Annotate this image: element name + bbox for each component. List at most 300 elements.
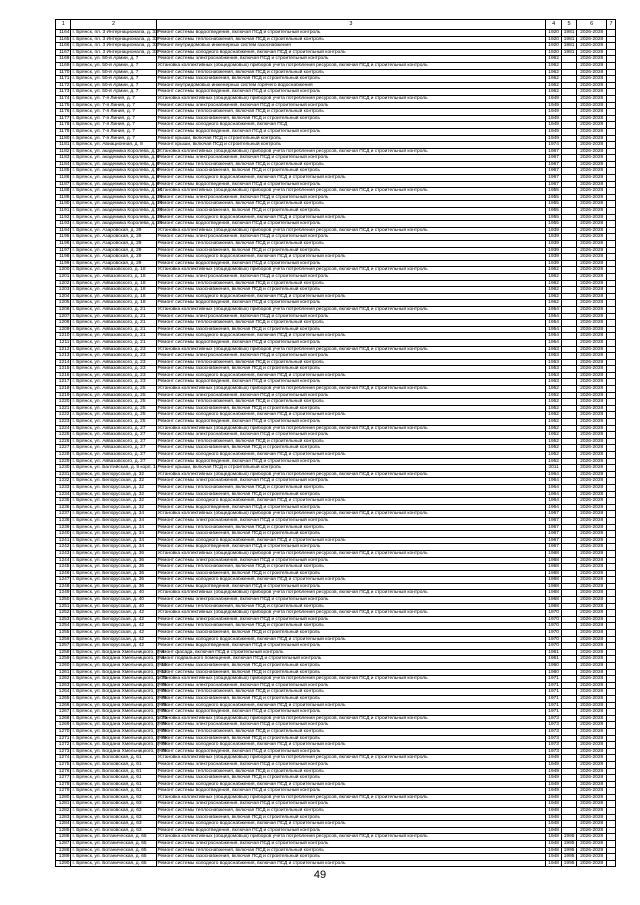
cell-extra — [607, 82, 616, 89]
cell-overhaul-year — [561, 682, 576, 689]
cell-build-year: 1948 — [546, 834, 561, 841]
cell-period: 2026-2028 — [577, 663, 607, 670]
cell-build-year: 1949 — [546, 775, 561, 782]
cell-overhaul-year — [561, 419, 576, 426]
cell-period: 2026-2028 — [577, 656, 607, 663]
cell-overhaul-year — [561, 379, 576, 386]
cell-overhaul-year — [561, 392, 576, 399]
table-row — [56, 293, 616, 300]
table-row — [56, 669, 616, 676]
cell-overhaul-year — [561, 181, 576, 188]
cell-extra — [607, 623, 616, 630]
cell-build-year: 1962 — [546, 76, 561, 83]
cell-number: 1218 — [56, 386, 71, 393]
cell-build-year: 1967 — [546, 531, 561, 538]
cell-number: 1241 — [56, 537, 71, 544]
cell-overhaul-year — [561, 768, 576, 775]
cell-build-year: 1968 — [546, 583, 561, 590]
cell-overhaul-year — [561, 643, 576, 650]
table-row — [56, 722, 616, 729]
cell-address: г. Брянск, ул. Айвазовского, д. 21 — [71, 339, 156, 346]
cell-address: г. Брянск, ул. Белорусская, д. 34 — [71, 544, 156, 551]
cell-extra — [607, 208, 616, 215]
cell-address: г. Брянск, ул. Ботаническая, д. 65 — [71, 834, 156, 841]
cell-extra — [607, 537, 616, 544]
cell-address: г. Брянск, ул. Белорусская, д. 32 — [71, 504, 156, 511]
cell-build-year: 1954 — [546, 339, 561, 346]
cell-work-type: Ремонт системы электроснабжения, включая ПСД и строительный контроль — [156, 801, 546, 808]
cell-extra — [607, 115, 616, 122]
cell-build-year: 1952 — [546, 458, 561, 465]
cell-extra — [607, 102, 616, 109]
cell-overhaul-year — [561, 669, 576, 676]
cell-extra — [607, 630, 616, 637]
cell-build-year: 1948 — [546, 814, 561, 821]
cell-period: 2026-2028 — [577, 590, 607, 597]
cell-extra — [607, 590, 616, 597]
cell-overhaul-year — [561, 313, 576, 320]
cell-address: г. Брянск, ул. Авиационная, д. 8 — [71, 142, 156, 149]
cell-work-type: Ремонт системы электроснабжения, включая ПСД и строительный контроль — [156, 392, 546, 399]
cell-work-type: Ремонт системы холодного водоснабжения, включая ПСД и строительный контроль — [156, 577, 546, 584]
cell-address: г. Брянск, ул. Болховская, д. 63 — [71, 808, 156, 815]
cell-build-year: 1953 — [546, 346, 561, 353]
cell-build-year: 1948 — [546, 794, 561, 801]
cell-extra — [607, 122, 616, 129]
table-row — [56, 148, 616, 155]
cell-extra — [607, 728, 616, 735]
cell-address: г. Брянск, ул. Белорусская, д. 36 — [71, 583, 156, 590]
cell-build-year: 1970 — [546, 610, 561, 617]
cell-number: 1212 — [56, 346, 71, 353]
cell-overhaul-year — [561, 590, 576, 597]
table-row — [56, 801, 616, 808]
cell-overhaul-year — [561, 775, 576, 782]
cell-address: г. Брянск, ул. Айвазовского, д. 21 — [71, 306, 156, 313]
table-row — [56, 636, 616, 643]
cell-address: г. Брянск, ул. Болховская, д. 61 — [71, 768, 156, 775]
cell-overhaul-year — [561, 102, 576, 109]
cell-work-type: Ремонт системы холодного водоснабжения, включая ПСД и строительный контроль — [156, 293, 546, 300]
cell-address: г. Брянск, ул. академика Королева, д. 14 — [72, 221, 163, 227]
cell-extra — [607, 511, 616, 518]
cell-overhaul-year: 1995 — [561, 841, 576, 848]
cell-address: г. Брянск, ул. Айвазовского, д. 23 — [71, 353, 156, 360]
cell-period: 2026-2028 — [577, 260, 607, 267]
cell-overhaul-year — [561, 597, 576, 604]
cell-overhaul-year — [561, 735, 576, 742]
cell-extra — [607, 834, 616, 841]
cell-build-year: 1973 — [546, 742, 561, 749]
header-col-address: 2 — [71, 20, 156, 30]
cell-address: г. Брянск, ул. Белорусская, д. 40 — [71, 603, 156, 610]
cell-period: 2026-2028 — [577, 768, 607, 775]
cell-address: г. Брянск, ул. Азаровская, д. 29 — [71, 254, 156, 261]
cell-build-year: 1961 — [546, 649, 561, 656]
cell-extra — [607, 155, 616, 162]
cell-number: 1168 — [56, 56, 71, 63]
cell-address: г. Брянск, ул. 7-я Линия, д. 7 — [71, 102, 156, 109]
table-row — [56, 676, 616, 683]
cell-work-type: Установка коллективных (общедомовых) приборов учета потребления ресурсов, включая ПСД и строительный контроль — [156, 471, 546, 478]
cell-work-type: Ремонт системы водоотведения, включая ПСД и строительный контроль — [156, 339, 546, 346]
cell-overhaul-year — [561, 425, 576, 432]
cell-build-year: 2011 — [546, 465, 561, 472]
cell-period: 2026-2028 — [577, 808, 607, 815]
cell-address: г. Брянск, ул. академика Королева, д. 14 — [72, 201, 163, 207]
cell-period: 2026-2028 — [577, 353, 607, 360]
cell-work-type: Ремонт системы электроснабжения, включая ПСД и строительный контроль — [156, 557, 546, 564]
cell-extra — [607, 194, 616, 201]
cell-number: 1194 — [56, 227, 71, 234]
cell-period: 2026-2028 — [577, 504, 607, 511]
table-row — [56, 504, 616, 511]
cell-work-type: Ремонт системы теплоснабжения, включая ПСД и строительный контроль — [156, 768, 546, 775]
cell-overhaul-year — [561, 241, 576, 248]
cell-address: г. Брянск, ул. академика Королева, д. 14 — [72, 194, 163, 200]
cell-number: 1178 — [56, 122, 71, 129]
cell-address: г. Брянск, ул. академика Королева, д. 14 — [72, 214, 163, 220]
cell-overhaul-year — [561, 742, 576, 749]
cell-period: 2026-2028 — [577, 478, 607, 485]
cell-address: г. Брянск, ул. Белорусская, д. 42 — [71, 643, 156, 650]
cell-overhaul-year — [561, 260, 576, 267]
cell-period: 2026-2028 — [577, 313, 607, 320]
cell-work-type: Ремонт системы холодного водоснабжения, включая ПСД и строительный контроль — [156, 452, 546, 459]
cell-address: г. Брянск, ул. Айвазовского, д. 18 — [71, 273, 156, 280]
cell-address: г. Брянск, ул. Ботаническая, д. 65 — [71, 847, 156, 854]
cell-work-type: Установка коллективных (общедомовых) приборов учета потребления ресурсов, включая ПСД и строительный контроль — [156, 794, 546, 801]
cell-work-type: Установка коллективных (общедомовых) приборов учета потребления ресурсов, включая ПСД и строительный контроль — [156, 386, 546, 393]
cell-overhaul-year — [561, 300, 576, 307]
cell-work-type: Ремонт системы газоснабжения, включая ПСД и строительный контроль — [156, 663, 546, 670]
cell-build-year: 1967 — [546, 537, 561, 544]
cell-overhaul-year — [561, 280, 576, 287]
cell-address: г. Брянск, ул. Белорусская, д. 36 — [71, 557, 156, 564]
table-row — [56, 36, 616, 43]
cell-overhaul-year — [561, 122, 576, 129]
cell-period: 2026-2028 — [577, 366, 607, 373]
cell-extra — [607, 366, 616, 373]
cell-extra — [607, 808, 616, 815]
table-row — [56, 306, 616, 313]
cell-number: 1165 — [56, 36, 71, 43]
cell-period: 2026-2028 — [577, 854, 607, 861]
cell-address: г. Брянск, ул. Белорусская, д. 34 — [71, 537, 156, 544]
cell-number: 1193 — [56, 221, 71, 228]
cell-work-type: Ремонт системы водоотведения, включая ПСД и строительный контроль — [156, 300, 546, 307]
cell-period: 2026-2028 — [577, 287, 607, 294]
cell-build-year: 1967 — [546, 544, 561, 551]
cell-number: 1216 — [56, 372, 71, 379]
table-row — [56, 372, 616, 379]
table-row — [56, 82, 616, 89]
cell-address: г. Брянск, ул. Айвазовского, д. 27 — [71, 458, 156, 465]
cell-number: 1197 — [56, 247, 71, 254]
cell-work-type: Ремонт системы газоснабжения, включая ПСД и строительный контроль — [156, 168, 546, 175]
cell-overhaul-year — [561, 254, 576, 261]
cell-number: 1252 — [56, 610, 71, 617]
cell-period: 2026-2028 — [577, 280, 607, 287]
cell-period: 2026-2028 — [577, 300, 607, 307]
cell-work-type: Ремонт подвального помещения, включая ПСД и строительный контроль — [156, 656, 546, 663]
cell-extra — [607, 768, 616, 775]
cell-period: 2026-2028 — [577, 649, 607, 656]
table-row — [56, 273, 616, 280]
cell-number: 1226 — [56, 438, 71, 445]
cell-build-year: 1949 — [546, 109, 561, 116]
cell-extra — [607, 458, 616, 465]
cell-extra — [607, 333, 616, 340]
cell-work-type: Ремонт системы водоотведения, включая ПСД и строительный контроль — [156, 709, 546, 716]
cell-period: 2026-2028 — [577, 425, 607, 432]
cell-period: 2026-2028 — [577, 102, 607, 109]
cell-address: г. Брянск, ул. Богдана Хмельницкого, д. 79 — [72, 748, 167, 754]
cell-number: 1287 — [56, 841, 71, 848]
cell-work-type: Ремонт системы газоснабжения, включая ПСД и строительный контроль — [156, 775, 546, 782]
cell-extra — [607, 69, 616, 76]
cell-extra — [607, 280, 616, 287]
cell-overhaul-year — [561, 761, 576, 768]
cell-work-type: Ремонт системы холодного водоснабжения, включая ПСД и строительный контроль — [156, 636, 546, 643]
cell-number: 1206 — [56, 306, 71, 313]
cell-number: 1199 — [56, 260, 71, 267]
cell-extra — [607, 221, 616, 228]
cell-period: 2026-2028 — [577, 676, 607, 683]
cell-address: г. Брянск, ул. Балтийская, д. 9 корп. 1 — [72, 465, 156, 471]
cell-build-year: 1967 — [546, 524, 561, 531]
cell-extra — [607, 715, 616, 722]
cell-period: 2026-2028 — [577, 161, 607, 168]
cell-number: 1244 — [56, 557, 71, 564]
cell-extra — [607, 241, 616, 248]
cell-extra — [607, 702, 616, 709]
cell-number: 1260 — [56, 663, 71, 670]
cell-address: г. Брянск, ул. Айвазовского, д. 18 — [71, 280, 156, 287]
cell-overhaul-year — [561, 577, 576, 584]
cell-overhaul-year — [561, 498, 576, 505]
cell-number: 1228 — [56, 452, 71, 459]
cell-overhaul-year — [561, 168, 576, 175]
cell-overhaul-year: 1981 — [561, 43, 576, 50]
table-row — [56, 491, 616, 498]
cell-build-year: 1952 — [546, 432, 561, 439]
cell-period: 2026-2028 — [577, 557, 607, 564]
cell-build-year: 1949 — [546, 755, 561, 762]
cell-extra — [607, 445, 616, 452]
cell-work-type: Ремонт системы электроснабжения, включая ПСД и строительный контроль — [156, 56, 546, 63]
cell-number: 1229 — [56, 458, 71, 465]
cell-extra — [607, 326, 616, 333]
cell-number: 1170 — [56, 69, 71, 76]
table-row — [56, 531, 616, 538]
cell-work-type: Ремонт системы теплоснабжения, включая ПСД и строительный контроль — [156, 399, 546, 406]
cell-extra — [607, 254, 616, 261]
cell-build-year: 1962 — [546, 280, 561, 287]
cell-work-type: Ремонт системы электроснабжения, включая ПСД и строительный контроль — [156, 273, 546, 280]
table-row — [56, 69, 616, 76]
cell-number: 1191 — [56, 208, 71, 215]
cell-build-year: 1971 — [546, 689, 561, 696]
cell-number: 1201 — [56, 273, 71, 280]
cell-period: 2026-2028 — [577, 610, 607, 617]
cell-extra — [607, 306, 616, 313]
table-row — [56, 89, 616, 96]
cell-number: 1172 — [56, 82, 71, 89]
cell-number: 1213 — [56, 353, 71, 360]
cell-number: 1263 — [56, 682, 71, 689]
cell-overhaul-year: 1981 — [561, 30, 576, 37]
cell-work-type: Ремонт системы теплоснабжения, включая ПСД и строительный контроль — [156, 564, 546, 571]
cell-extra — [607, 682, 616, 689]
cell-address: г. Брянск, ул. Айвазовского, д. 21 — [71, 320, 156, 327]
cell-address: г. Брянск, ул. Белорусская, д. 42 — [71, 636, 156, 643]
cell-period: 2026-2028 — [577, 531, 607, 538]
cell-build-year: 1948 — [546, 827, 561, 834]
cell-number: 1236 — [56, 504, 71, 511]
cell-address: г. Брянск, ул. Богдана Хмельницкого, д. 75 — [72, 709, 167, 715]
cell-number: 1277 — [56, 775, 71, 782]
table-row — [56, 742, 616, 749]
table-row — [56, 155, 616, 162]
cell-overhaul-year: 1995 — [561, 854, 576, 861]
cell-overhaul-year — [561, 445, 576, 452]
cell-build-year: 1953 — [546, 353, 561, 360]
cell-work-type: Ремонт системы газоснабжения, включая ПСД и строительный контроль — [156, 854, 546, 861]
header-col-period: 6 — [577, 20, 607, 30]
cell-number: 1184 — [56, 161, 71, 168]
cell-period: 2026-2028 — [577, 69, 607, 76]
table-row — [56, 794, 616, 801]
cell-overhaul-year: 1995 — [561, 860, 576, 867]
cell-number: 1231 — [56, 471, 71, 478]
cell-build-year: 1952 — [546, 445, 561, 452]
cell-overhaul-year: 1981 — [561, 36, 576, 43]
cell-extra — [607, 471, 616, 478]
cell-work-type: Установка коллективных (общедомовых) приборов учета потребления ресурсов, включая ПСД и строительный контроль — [156, 62, 546, 69]
cell-extra — [607, 761, 616, 768]
table-row — [56, 465, 616, 472]
cell-extra — [607, 168, 616, 175]
cell-extra — [607, 56, 616, 63]
cell-number: 1256 — [56, 636, 71, 643]
cell-address: г. Брянск, ул. Белорусская, д. 36 — [71, 564, 156, 571]
table-row — [56, 788, 616, 795]
cell-address: г. Брянск, ул. Белорусская, д. 42 — [71, 623, 156, 630]
cell-address: г. Брянск, ул. Богдана Хмельницкого, д. 75 — [72, 689, 167, 695]
cell-address: г. Брянск, ул. Азаровская, д. 29 — [71, 241, 156, 248]
table-row — [56, 326, 616, 333]
cell-work-type: Ремонт системы холодного водоснабжения, включая ПСД и строительный контроль — [156, 781, 546, 788]
cell-period: 2026-2028 — [577, 847, 607, 854]
table-row — [56, 102, 616, 109]
cell-build-year: 1971 — [546, 676, 561, 683]
cell-work-type: Ремонт системы водоотведения, включая ПСД и строительный контроль — [156, 30, 546, 37]
cell-extra — [607, 135, 616, 142]
table-row — [56, 663, 616, 670]
cell-address: г. Брянск, ул. Богдана Хмельницкого, д. 79 — [72, 715, 167, 721]
cell-period: 2026-2028 — [577, 168, 607, 175]
cell-address: г. Брянск, ул. Азаровская, д. 29 — [71, 227, 156, 234]
cell-period: 2026-2028 — [577, 49, 607, 56]
table-row — [56, 623, 616, 630]
cell-build-year: 1960 — [546, 669, 561, 676]
cell-overhaul-year — [561, 583, 576, 590]
cell-extra — [607, 452, 616, 459]
cell-overhaul-year — [561, 221, 576, 228]
cell-work-type: Ремонт системы электроснабжения, включая ПСД и строительный контроль — [156, 616, 546, 623]
cell-work-type: Установка коллективных (общедомовых) приборов учета потребления ресурсов, включая ПСД и строительный контроль — [156, 306, 546, 313]
cell-build-year: 1954 — [546, 320, 561, 327]
cell-work-type: Ремонт системы холодного водоснабжения, включая ПСД — [156, 122, 546, 129]
cell-build-year: 1962 — [546, 62, 561, 69]
cell-address: г. Брянск, ул. 7-я Линия, д. 7 — [71, 95, 156, 102]
cell-number: 1238 — [56, 517, 71, 524]
cell-address: г. Брянск, ул. академика Королева, д. 14 — [72, 188, 163, 194]
cell-overhaul-year — [561, 524, 576, 531]
cell-build-year: 1955 — [546, 194, 561, 201]
cell-build-year: 1949 — [546, 135, 561, 142]
cell-number: 1246 — [56, 570, 71, 577]
cell-number: 1278 — [56, 781, 71, 788]
cell-overhaul-year — [561, 339, 576, 346]
cell-overhaul-year — [561, 722, 576, 729]
cell-build-year: 1971 — [546, 702, 561, 709]
cell-number: 1234 — [56, 491, 71, 498]
cell-period: 2026-2028 — [577, 669, 607, 676]
table-row — [56, 643, 616, 650]
cell-work-type: Ремонт крыши, включая ПСД и строительный контроль — [156, 142, 546, 149]
cell-build-year: 1968 — [546, 570, 561, 577]
cell-address: г. Брянск, ул. Айвазовского, д. 21 — [71, 326, 156, 333]
cell-extra — [607, 742, 616, 749]
table-row — [56, 557, 616, 564]
cell-overhaul-year — [561, 62, 576, 69]
cell-address: г. Брянск, ул. Богдана Хмельницкого, д. 4 — [72, 656, 164, 662]
cell-work-type: Ремонт системы теплоснабжения, включая ПСД и строительный контроль — [156, 36, 546, 43]
cell-build-year: 1939 — [546, 241, 561, 248]
table-row — [56, 583, 616, 590]
cell-number: 1276 — [56, 768, 71, 775]
cell-build-year: 1949 — [546, 122, 561, 129]
cell-number: 1253 — [56, 616, 71, 623]
cell-overhaul-year: 1981 — [561, 49, 576, 56]
cell-period: 2026-2028 — [577, 742, 607, 749]
cell-work-type: Ремонт системы электроснабжения, включая ПСД и строительный контроль — [156, 682, 546, 689]
cell-build-year: 1970 — [546, 636, 561, 643]
table-row — [56, 412, 616, 419]
cell-address: г. Брянск, ул. Белорусская, д. 42 — [71, 610, 156, 617]
cell-work-type: Ремонт системы холодного водоснабжения, включая ПСД и строительный контроль — [156, 49, 546, 56]
cell-build-year: 1948 — [546, 860, 561, 867]
table-row — [56, 181, 616, 188]
cell-number: 1250 — [56, 597, 71, 604]
cell-address: г. Брянск, ул. Белорусская, д. 42 — [71, 616, 156, 623]
cell-extra — [607, 419, 616, 426]
table-row — [56, 405, 616, 412]
cell-overhaul-year — [561, 194, 576, 201]
table-row — [56, 142, 616, 149]
cell-overhaul-year — [561, 564, 576, 571]
cell-overhaul-year — [561, 491, 576, 498]
table-row — [56, 320, 616, 327]
cell-work-type: Ремонт системы холодного водоснабжения, включая ПСД и строительный контроль — [156, 702, 546, 709]
cell-build-year: 1968 — [546, 590, 561, 597]
cell-overhaul-year — [561, 161, 576, 168]
cell-number: 1258 — [56, 649, 71, 656]
cell-period: 2026-2028 — [577, 359, 607, 366]
cell-work-type: Ремонт системы теплоснабжения, включая ПСД и строительный контроль — [156, 524, 546, 531]
